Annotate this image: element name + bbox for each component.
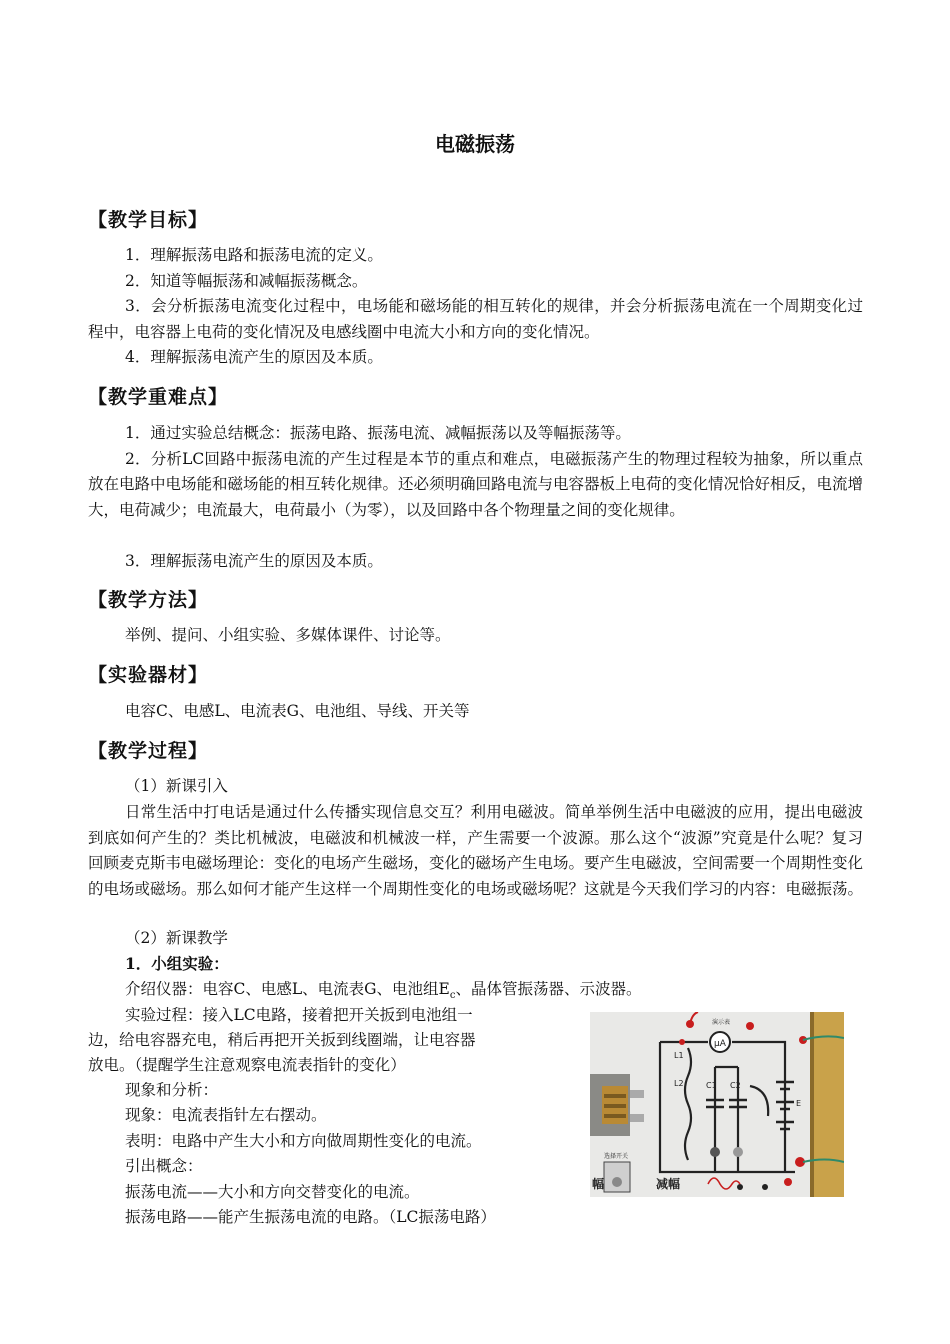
meter-caption: 演示表 [712, 1019, 731, 1026]
concept-oscillating-circuit: 振荡电路——能产生振荡电流的电路。（LC振荡电路） [125, 1208, 496, 1226]
label-c2: C2 [730, 1081, 741, 1090]
procedure-line-3: 放电。（提醒学生注意观察电流表指针的变化） [88, 1056, 406, 1074]
analysis-heading: 现象和分析： [125, 1081, 219, 1099]
analysis-phenomenon: 现象：电流表指针左右摆动。 [125, 1106, 327, 1124]
analysis-indication: 表明：电路中产生大小和方向做周期性变化的电流。 [125, 1132, 482, 1150]
label-e: E [796, 1099, 802, 1108]
instruments-subscript: c [449, 990, 456, 1002]
objective-item-3: 3．会分析振荡电流变化过程中，电场能和磁场能的相互转化的规律，并会分析振荡电流在一个周期变化过程中，电容器上电荷的变化情况及电感线圈中电流大小和方向的变化情况。 [88, 297, 863, 341]
procedure-line-2: 边，给电容器充电，稍后再把开关扳到线圈端，让电容器 [88, 1031, 476, 1049]
instruments-prefix: 介绍仪器：电容C、电感L、电流表G、电池组E [125, 980, 450, 998]
label-l1: L1 [674, 1051, 684, 1060]
key-point-item-2: 2．分析LC回路中振荡电流的产生过程是本节的重点和难点，电磁振荡产生的物理过程较为抽象，所以重点放在电路中电场能和磁场能的相互转化规律。还必须明确回路电流与电容器板上电荷的变化情况恰好相反，电流增大，电荷减少；电流最大，电荷最小（为零），以及回路中各个物理量之间的变化规律。 [88, 449, 864, 519]
ammeter-icon [710, 1018, 730, 1052]
objectives-heading: 【教学目标】 [88, 209, 209, 231]
intro-label: （1）新课引入 [125, 777, 228, 795]
experiment-title: 1．小组实验： [125, 954, 229, 973]
objective-item-2: 2．知道等幅振荡和减幅振荡概念。 [125, 271, 368, 290]
instruments-suffix: 、晶体管振荡器、示波器。 [455, 980, 642, 998]
label-damped: 减幅 [656, 1177, 681, 1191]
methods-heading: 【教学方法】 [88, 589, 209, 611]
equipment-heading: 【实验器材】 [88, 664, 209, 686]
process-heading: 【教学过程】 [88, 740, 209, 762]
methods-text: 举例、提问、小组实验、多媒体课件、讨论等。 [125, 626, 451, 644]
procedure-line-1: 实验过程：接入LC电路，接着把开关扳到电池组一 [125, 1006, 473, 1024]
meter-unit-label: μA [714, 1039, 726, 1049]
objective-item-1: 1．理解振荡电路和振荡电流的定义。 [125, 246, 383, 264]
teaching-label: （2）新课教学 [125, 929, 228, 947]
label-c1: C1 [706, 1081, 717, 1090]
key-point-item-3: 3．理解振荡电流产生的原因及本质。 [125, 551, 383, 570]
objective-item-4: 4．理解振荡电流产生的原因及本质。 [125, 348, 383, 366]
switch-caption: 选择开关 [604, 1153, 629, 1160]
key-point-item-1: 1．通过实验总结概念：振荡电路、振荡电流、减幅振荡以及等幅振荡等。 [125, 424, 631, 442]
label-amplitude: 幅 [592, 1177, 605, 1191]
concept-oscillating-current: 振荡电流——大小和方向交替变化的电流。 [125, 1183, 420, 1201]
page-title: 电磁振荡 [435, 132, 515, 156]
label-l2: L2 [674, 1079, 684, 1088]
lc-circuit-photo [590, 1012, 844, 1197]
key-points-heading: 【教学重难点】 [88, 386, 229, 408]
equipment-text: 电容C、电感L、电流表G、电池组、导线、开关等 [125, 702, 470, 720]
concept-heading: 引出概念： [125, 1157, 203, 1175]
switch-icon [604, 1152, 630, 1192]
intro-paragraph: 日常生活中打电话是通过什么传播实现信息交互？利用电磁波。简单举例生活中电磁波的应用，提出电磁波到底如何产生的？类比机械波，电磁波和机械波一样，产生需要一个波源。那么这个“波源”究竟是什么呢？复习回顾麦克斯韦电磁场理论：变化的电场产生磁场，变化的磁场产生电场。要产生电磁波，空间需要一个周期性变化的电场或磁场。那么如何才能产生这样一个周期性变化的电场或磁场呢？这就是今天我们学习的内容：电磁振荡。 [88, 803, 864, 898]
